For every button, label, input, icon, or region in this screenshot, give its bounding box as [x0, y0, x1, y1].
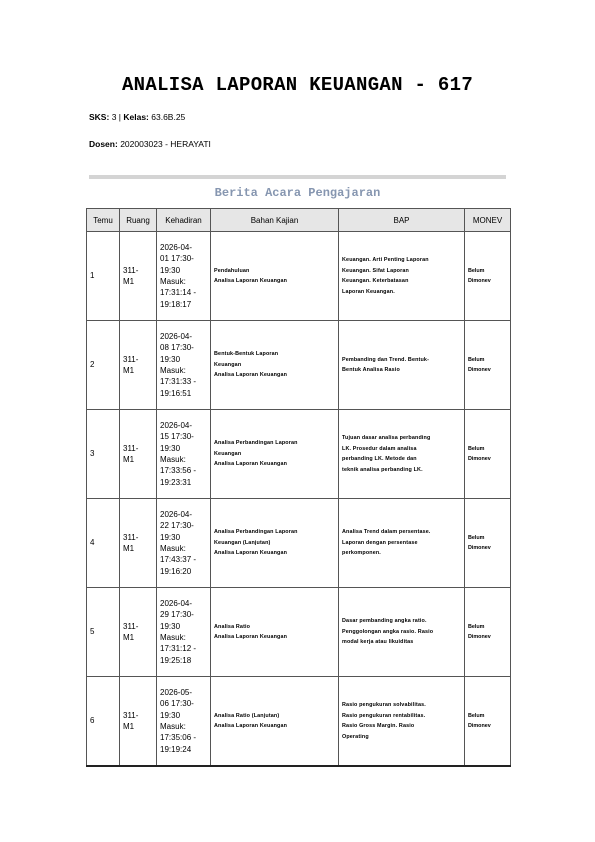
kelas-value: 63.6B.25	[151, 112, 186, 122]
cell-bap: Tujuan dasar analisa perbanding LK. Prosedur dalam analisa perbanding LK. Metode dan teknik analisa perbanding LK.	[339, 410, 465, 499]
table-row	[87, 499, 511, 588]
attendance-table	[86, 208, 511, 767]
table-row	[87, 588, 511, 677]
dosen-value: 202003023 - HERAYATI	[120, 139, 211, 149]
cell-monev: Belum Dimonev	[465, 321, 511, 410]
cell-temu: 6	[87, 677, 120, 767]
cell-monev: Belum Dimonev	[465, 232, 511, 321]
header-ruang: Ruang	[120, 209, 157, 232]
cell-ruang: 311- M1	[120, 321, 157, 410]
cell-temu: 3	[87, 410, 120, 499]
meta-sks-kelas: SKS: 3 | Kelas: 63.6B.25	[89, 112, 186, 122]
cell-bahan-kajian: Bentuk-Bentuk Laporan Keuangan Analisa Laporan Keuangan	[211, 321, 339, 410]
cell-ruang: 311- M1	[120, 410, 157, 499]
dosen-label: Dosen:	[89, 139, 118, 149]
table-row	[87, 232, 511, 321]
kelas-label: Kelas:	[123, 112, 149, 122]
cell-ruang: 311- M1	[120, 232, 157, 321]
cell-bap: Keuangan. Arti Penting Laporan Keuangan. Sifat Laporan Keuangan. Keterbatasan Laporan Keuangan.	[339, 232, 465, 321]
cell-temu: 4	[87, 499, 120, 588]
cell-kehadiran: 2026-04- 22 17:30- 19:30 Masuk: 17:43:37 - 19:16:20	[157, 499, 211, 588]
cell-monev: Belum Dimonev	[465, 499, 511, 588]
section-title: Berita Acara Pengajaran	[214, 186, 381, 200]
sks-label: SKS:	[89, 112, 110, 122]
divider	[89, 175, 506, 179]
header-bahan-kajian: Bahan Kajian	[211, 209, 339, 232]
cell-ruang: 311- M1	[120, 677, 157, 767]
cell-temu: 5	[87, 588, 120, 677]
cell-monev: Belum Dimonev	[465, 410, 511, 499]
cell-bahan-kajian: Analisa Ratio (Lanjutan) Analisa Laporan Keuangan	[211, 677, 339, 767]
cell-ruang: 311- M1	[120, 499, 157, 588]
header-monev: MONEV	[465, 209, 511, 232]
header-kehadiran: Kehadiran	[157, 209, 211, 232]
page-title: ANALISA LAPORAN KEUANGAN - 617	[121, 74, 474, 96]
cell-monev: Belum Dimonev	[465, 677, 511, 767]
cell-bap: Analisa Trend dalam persentase. Laporan dengan persentase perkomponen.	[339, 499, 465, 588]
header-bap: BAP	[339, 209, 465, 232]
table-row	[87, 321, 511, 410]
cell-ruang: 311- M1	[120, 588, 157, 677]
cell-bap: Pembanding dan Trend. Bentuk- Bentuk Analisa Rasio	[339, 321, 465, 410]
cell-bap: Rasio pengukuran solvabilitas. Rasio pengukuran rentabilitas. Rasio Gross Margin. Rasio Operating	[339, 677, 465, 767]
cell-bahan-kajian: Analisa Perbandingan Laporan Keuangan Analisa Laporan Keuangan	[211, 410, 339, 499]
cell-kehadiran: 2026-04- 08 17:30- 19:30 Masuk: 17:31:33 - 19:16:51	[157, 321, 211, 410]
cell-kehadiran: 2026-04- 01 17:30- 19:30 Masuk: 17:31:14 - 19:18:17	[157, 232, 211, 321]
cell-kehadiran: 2026-05- 06 17:30- 19:30 Masuk: 17:35:06 - 19:19:24	[157, 677, 211, 767]
sks-value: 3	[111, 112, 117, 122]
meta-dosen	[89, 139, 211, 149]
cell-bap: Dasar pembanding angka ratio. Penggolongan angka rasio. Rasio modal kerja atau likuiditas	[339, 588, 465, 677]
table-row	[87, 677, 511, 767]
cell-kehadiran: 2026-04- 15 17:30- 19:30 Masuk: 17:33:56 - 19:23:31	[157, 410, 211, 499]
table-row	[87, 410, 511, 499]
table-header-row	[87, 209, 511, 232]
cell-bahan-kajian: Analisa Ratio Analisa Laporan Keuangan	[211, 588, 339, 677]
cell-bahan-kajian: Pendahuluan Analisa Laporan Keuangan	[211, 232, 339, 321]
header-temu: Temu	[87, 209, 120, 232]
cell-temu: 2	[87, 321, 120, 410]
cell-kehadiran: 2026-04- 29 17:30- 19:30 Masuk: 17:31:12 - 19:25:18	[157, 588, 211, 677]
cell-bahan-kajian: Analisa Perbandingan Laporan Keuangan (Lanjutan) Analisa Laporan Keuangan	[211, 499, 339, 588]
cell-monev: Belum Dimonev	[465, 588, 511, 677]
cell-temu: 1	[87, 232, 120, 321]
